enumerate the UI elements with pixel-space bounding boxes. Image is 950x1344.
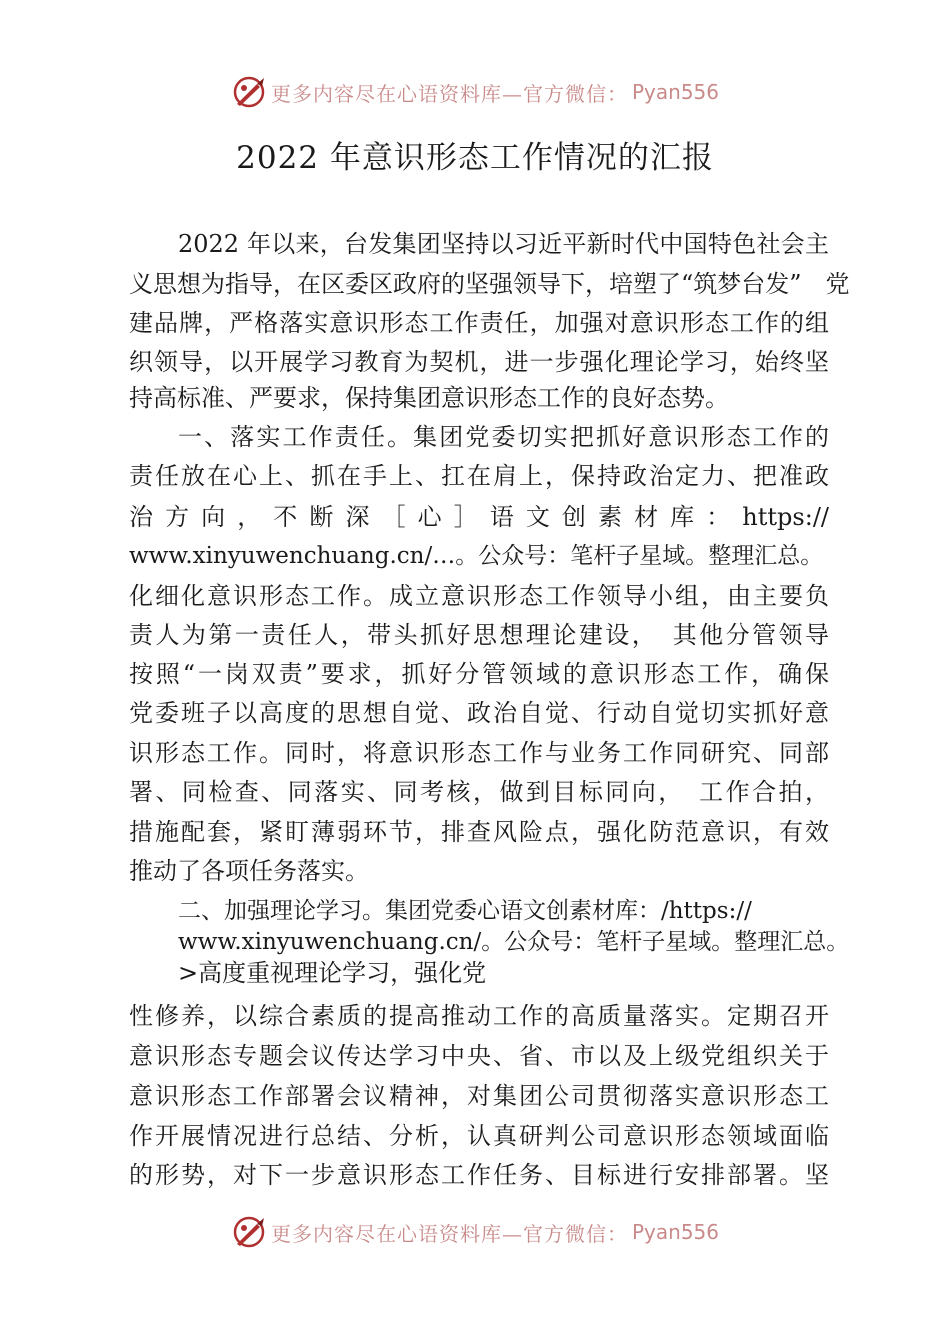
body-line: 二、加强理论学习。集团党委心语文创素材库：/https:// — [178, 898, 752, 924]
body-line: 化细化意识形态工作。成立意识形态工作领导小组，由主要负 — [129, 582, 829, 610]
banner-text: 更多内容尽在心语资料库—官方微信： — [270, 1221, 628, 1246]
body-line: >高度重视理论学习，强化党 — [178, 959, 487, 987]
wechat-id: Pyan556 — [631, 80, 719, 104]
body-line: 责任放在心上、抓在手上、扛在肩上，保持政治定力、把准政 — [129, 462, 829, 490]
page-title: 2022 年意识形态工作情况的汇报 — [236, 140, 714, 176]
wechat-id: Pyan556 — [631, 1220, 719, 1244]
body-line: 2022 年以来，台发集团坚持以习近平新时代中国特色社会主 — [178, 230, 829, 258]
body-line: 治方向，不断深［心］语文创素材库：https:// — [129, 503, 829, 531]
body-line: 责人为第一责任人，带头抓好思想理论建设， 其他分管领导 — [129, 621, 829, 649]
body-line: 党委班子以高度的思想自觉、政治自觉、行动自觉切实抓好意 — [129, 699, 829, 727]
body-line: 作开展情况进行总结、分析，认真研判公司意识形态领域面临 — [129, 1122, 829, 1150]
body-line: 一、落实工作责任。集团党委切实把抓好意识形态工作的 — [178, 423, 829, 451]
body-line: 建品牌，严格落实意识形态工作责任，加强对意识形态工作的组 — [129, 309, 829, 337]
body-line: 识形态工作。同时，将意识形态工作与业务工作同研究、同部 — [129, 739, 829, 767]
body-line: 意识形态工作部署会议精神，对集团公司贯彻落实意识形态工 — [129, 1082, 829, 1110]
body-line: 按照“一岗双责”要求，抓好分管领域的意识形态工作，确保 — [129, 660, 829, 688]
body-line: 性修养，以综合素质的提高推动工作的高质量落实。定期召开 — [129, 1002, 829, 1030]
body-line: www.xinyuwenchuang.cn/。公众号：笔杆子星域。整理汇总。 — [178, 929, 850, 955]
pen-logo-icon — [231, 74, 267, 110]
header-banner — [0, 72, 950, 112]
body-line: 义思想为指导，在区委区政府的坚强领导下，培塑了“筑梦台发” 党 — [129, 270, 850, 298]
footer-banner — [0, 1212, 950, 1252]
body-line: 意识形态专题会议传达学习中央、省、市以及上级党组织关于 — [129, 1042, 829, 1070]
pen-logo-icon — [231, 1214, 267, 1250]
body-line: 推动了各项任务落实。 — [129, 857, 369, 885]
body-line: 署、同检查、同落实、同考核，做到目标同向， 工作合拍， — [129, 778, 829, 806]
body-line: 持高标准、严要求，保持集团意识形态工作的良好态势。 — [129, 384, 729, 412]
body-line: www.xinyuwenchuang.cn/…。公众号：笔杆子星域。整理汇总。 — [129, 543, 824, 569]
banner-text: 更多内容尽在心语资料库—官方微信： — [270, 81, 628, 106]
body-line: 织领导，以开展学习教育为契机，进一步强化理论学习，始终坚 — [129, 348, 829, 376]
body-line: 的形势，对下一步意识形态工作任务、目标进行安排部署。坚 — [129, 1161, 829, 1189]
body-line: 措施配套，紧盯薄弱环节，排查风险点，强化防范意识，有效 — [129, 818, 829, 846]
